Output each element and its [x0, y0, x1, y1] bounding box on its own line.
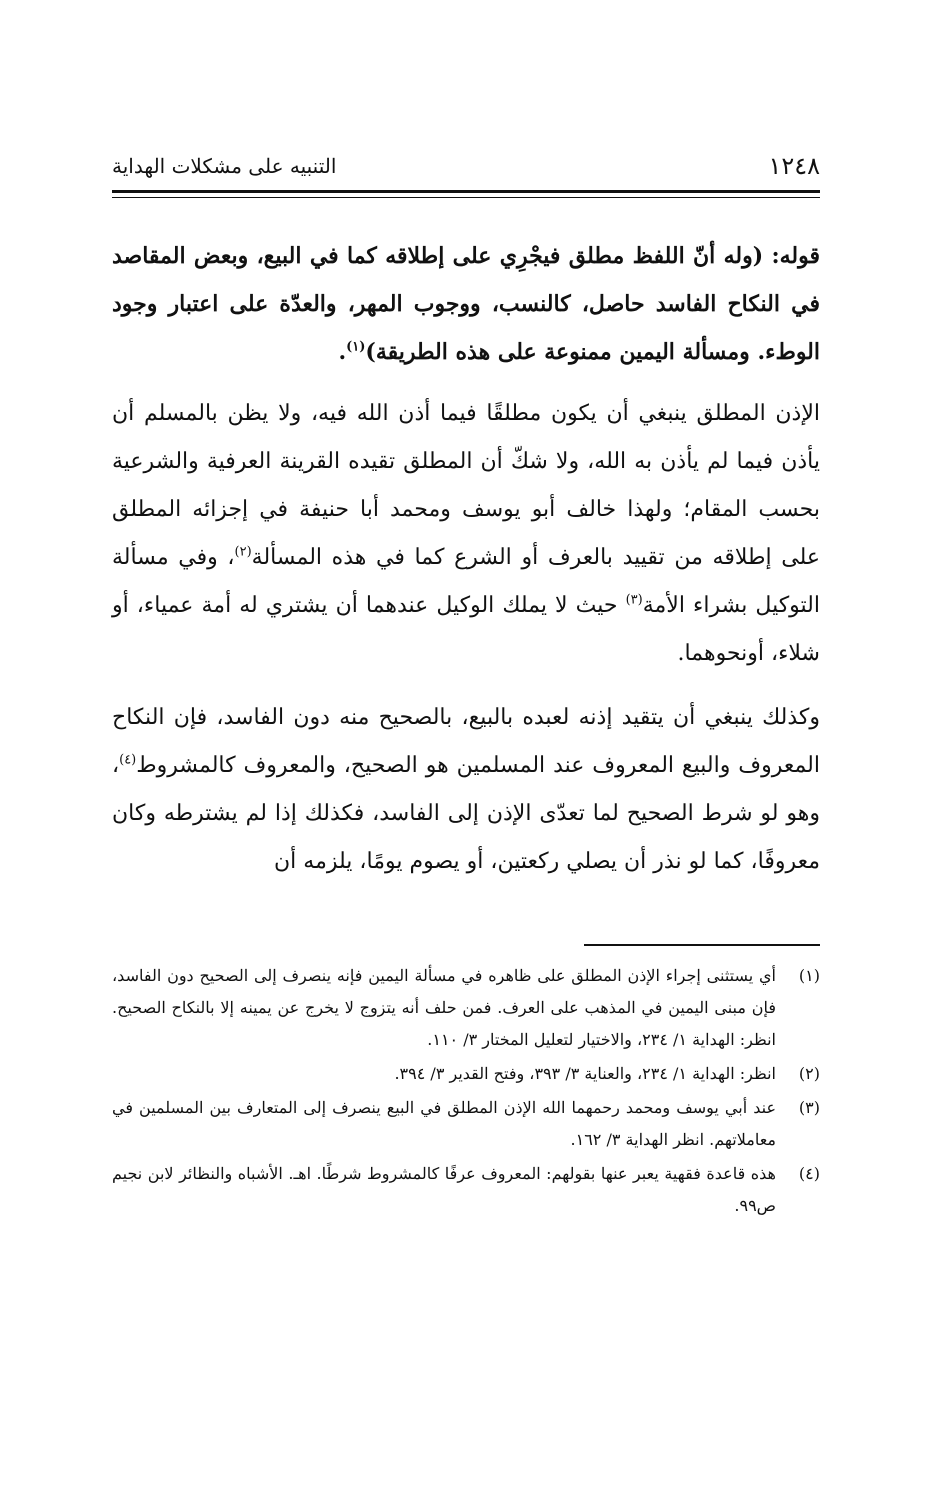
paragraph-1 — [112, 390, 820, 678]
footnote-number: (٣) — [798, 1098, 820, 1117]
footnote-ref-1: (١) — [346, 339, 366, 355]
footnote-number: (١) — [798, 966, 820, 985]
footnote-text: انظر: الهداية ١/ ٢٣٤، والعناية ٣/ ٣٩٣، وفتح القدير ٣/ ٣٩٤. — [394, 1064, 776, 1083]
quote-text: قوله: (وله أنّ اللفظ مطلق فيجْرِي على إطلاقه كما في البيع، وبعض المقاصد في النكاح الفاسد حاصل، كالنسب، ووجوب المهر، والعدّة على اعتبار وجود الوطء. ومسألة اليمين ممنوعة على هذه الطريقة) — [112, 243, 820, 365]
para1-text-a: الإذن المطلق ينبغي أن يكون مطلقًا فيما أذن الله فيه، ولا يظن بالمسلم أن يأذن فيما لم يأذن به الله، ولا شكّ أن المطلق تقيده القرينة العرفية والشرعية بحسب المقام؛ ولهذا خالف أبو يوسف ومحمد أبا حنيفة في إجزائه المطلق على إطلاقه من تقييد بالعرف أو الشرع كما في هذه المسألة — [112, 401, 820, 570]
footnote-ref-2: (٢) — [234, 544, 252, 560]
footnote-1 — [112, 960, 820, 1056]
footnote-text: أي يستثنى إجراء الإذن المطلق على ظاهره في مسألة اليمين فإنه ينصرف إلى الصحيح دون الفاسد، فإن مبنى اليمين في المذهب على العرف. فمن حلف أنه يتزوج لا يخرج عن يمينه إلا بالنكاح الصحيح. انظر: الهداية ١/ ٢٣٤، والاختيار لتعليل المختار ٣/ ١١٠. — [112, 966, 776, 1049]
footnote-text: عند أبي يوسف ومحمد رحمهما الله الإذن المطلق في البيع ينصرف إلى المتعارف بين المسلمين في معاملاتهم. انظر الهداية ٣/ ١٦٢. — [112, 1098, 776, 1149]
paragraph-2 — [112, 694, 820, 886]
quote-end: . — [338, 339, 347, 365]
main-text — [112, 232, 820, 886]
para2-text-b: ، وهو لو شرط الصحيح لما تعدّى الإذن إلى الفاسد، فكذلك إذا لم يشترطه وكان معروفًا، كما لو نذر أن يصلي ركعتين، أو يصوم يومًا، يلزمه أن — [112, 753, 820, 874]
para2-text-a: وكذلك ينبغي أن يتقيد إذنه لعبده بالبيع، بالصحيح منه دون الفاسد، فإن النكاح المعروف والبيع المعروف عند المسلمين هو الصحيح، والمعروف كالمشروط — [112, 705, 820, 778]
footnote-number: (٢) — [798, 1064, 820, 1083]
footnote-number: (٤) — [798, 1164, 820, 1183]
footnote-ref-3: (٣) — [625, 592, 643, 608]
footnote-text: هذه قاعدة فقهية يعبر عنها بقولهم: المعروف عرفًا كالمشروط شرطًا. اهـ. الأشباه والنظائر لابن نجيم ص٩٩. — [112, 1164, 776, 1215]
para1-text-b: ، وفي مسألة التوكيل بشراء الأمة — [112, 545, 820, 618]
header-rule-thick — [112, 190, 820, 193]
footnote-separator — [584, 944, 820, 946]
footnotes — [112, 960, 820, 1224]
page-number: ١٢٤٨ — [768, 152, 820, 180]
footnote-4 — [112, 1158, 820, 1222]
header-rule-thin — [112, 197, 820, 198]
footnote-2 — [112, 1058, 820, 1090]
quoted-passage — [112, 232, 820, 376]
running-title: التنبيه على مشكلات الهداية — [112, 154, 337, 178]
page-header — [112, 148, 820, 184]
footnote-ref-4: (٤) — [119, 752, 137, 768]
para1-text-c: حيث لا يملك الوكيل عندهما أن يشتري له أمة عمياء، أو شلاء، أونحوهما. — [112, 593, 820, 666]
footnote-3 — [112, 1092, 820, 1156]
